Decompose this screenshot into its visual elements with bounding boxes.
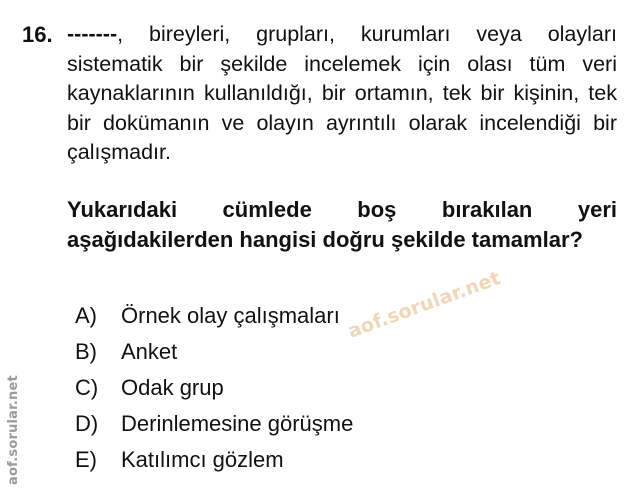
watermark-side: aof.sorular.net xyxy=(6,375,21,485)
option-b[interactable] xyxy=(75,334,515,370)
option-d[interactable] xyxy=(75,406,515,442)
option-text: Derinlemesine görüşme xyxy=(121,411,354,436)
option-c[interactable] xyxy=(75,370,515,406)
watermark-center: aof.sorular.net xyxy=(345,267,504,343)
option-letter: E) xyxy=(75,447,97,472)
option-letter: B) xyxy=(75,339,97,364)
answer-options xyxy=(75,298,515,478)
question-number: 16. xyxy=(22,22,53,47)
blank-placeholder: ------- xyxy=(67,22,118,46)
option-e[interactable] xyxy=(75,442,515,478)
option-text: Örnek olay çalışmaları xyxy=(121,303,340,328)
option-letter: D) xyxy=(75,411,99,436)
question-prompt: Yukarıdaki cümlede boş bırakılan yeri aşağıdakilerden hangisi doğru şekilde tamamlar? xyxy=(67,197,617,252)
question-stem xyxy=(67,20,617,168)
option-letter: A) xyxy=(75,303,97,328)
option-text: Odak grup xyxy=(121,375,224,400)
option-text: Katılımcı gözlem xyxy=(121,447,284,472)
option-letter: C) xyxy=(75,375,99,400)
option-text: Anket xyxy=(121,339,178,364)
stem-text: , bireyleri, grupları, kurumları veya olayları sistematik bir şekilde incelemek için olası tüm veri kaynaklarının kullanıldığı, bir ortamın, tek bir kişinin, tek bir dokümanın ve olayın ayrıntılı olarak incelendiği bir çalışmadır. xyxy=(67,22,617,164)
